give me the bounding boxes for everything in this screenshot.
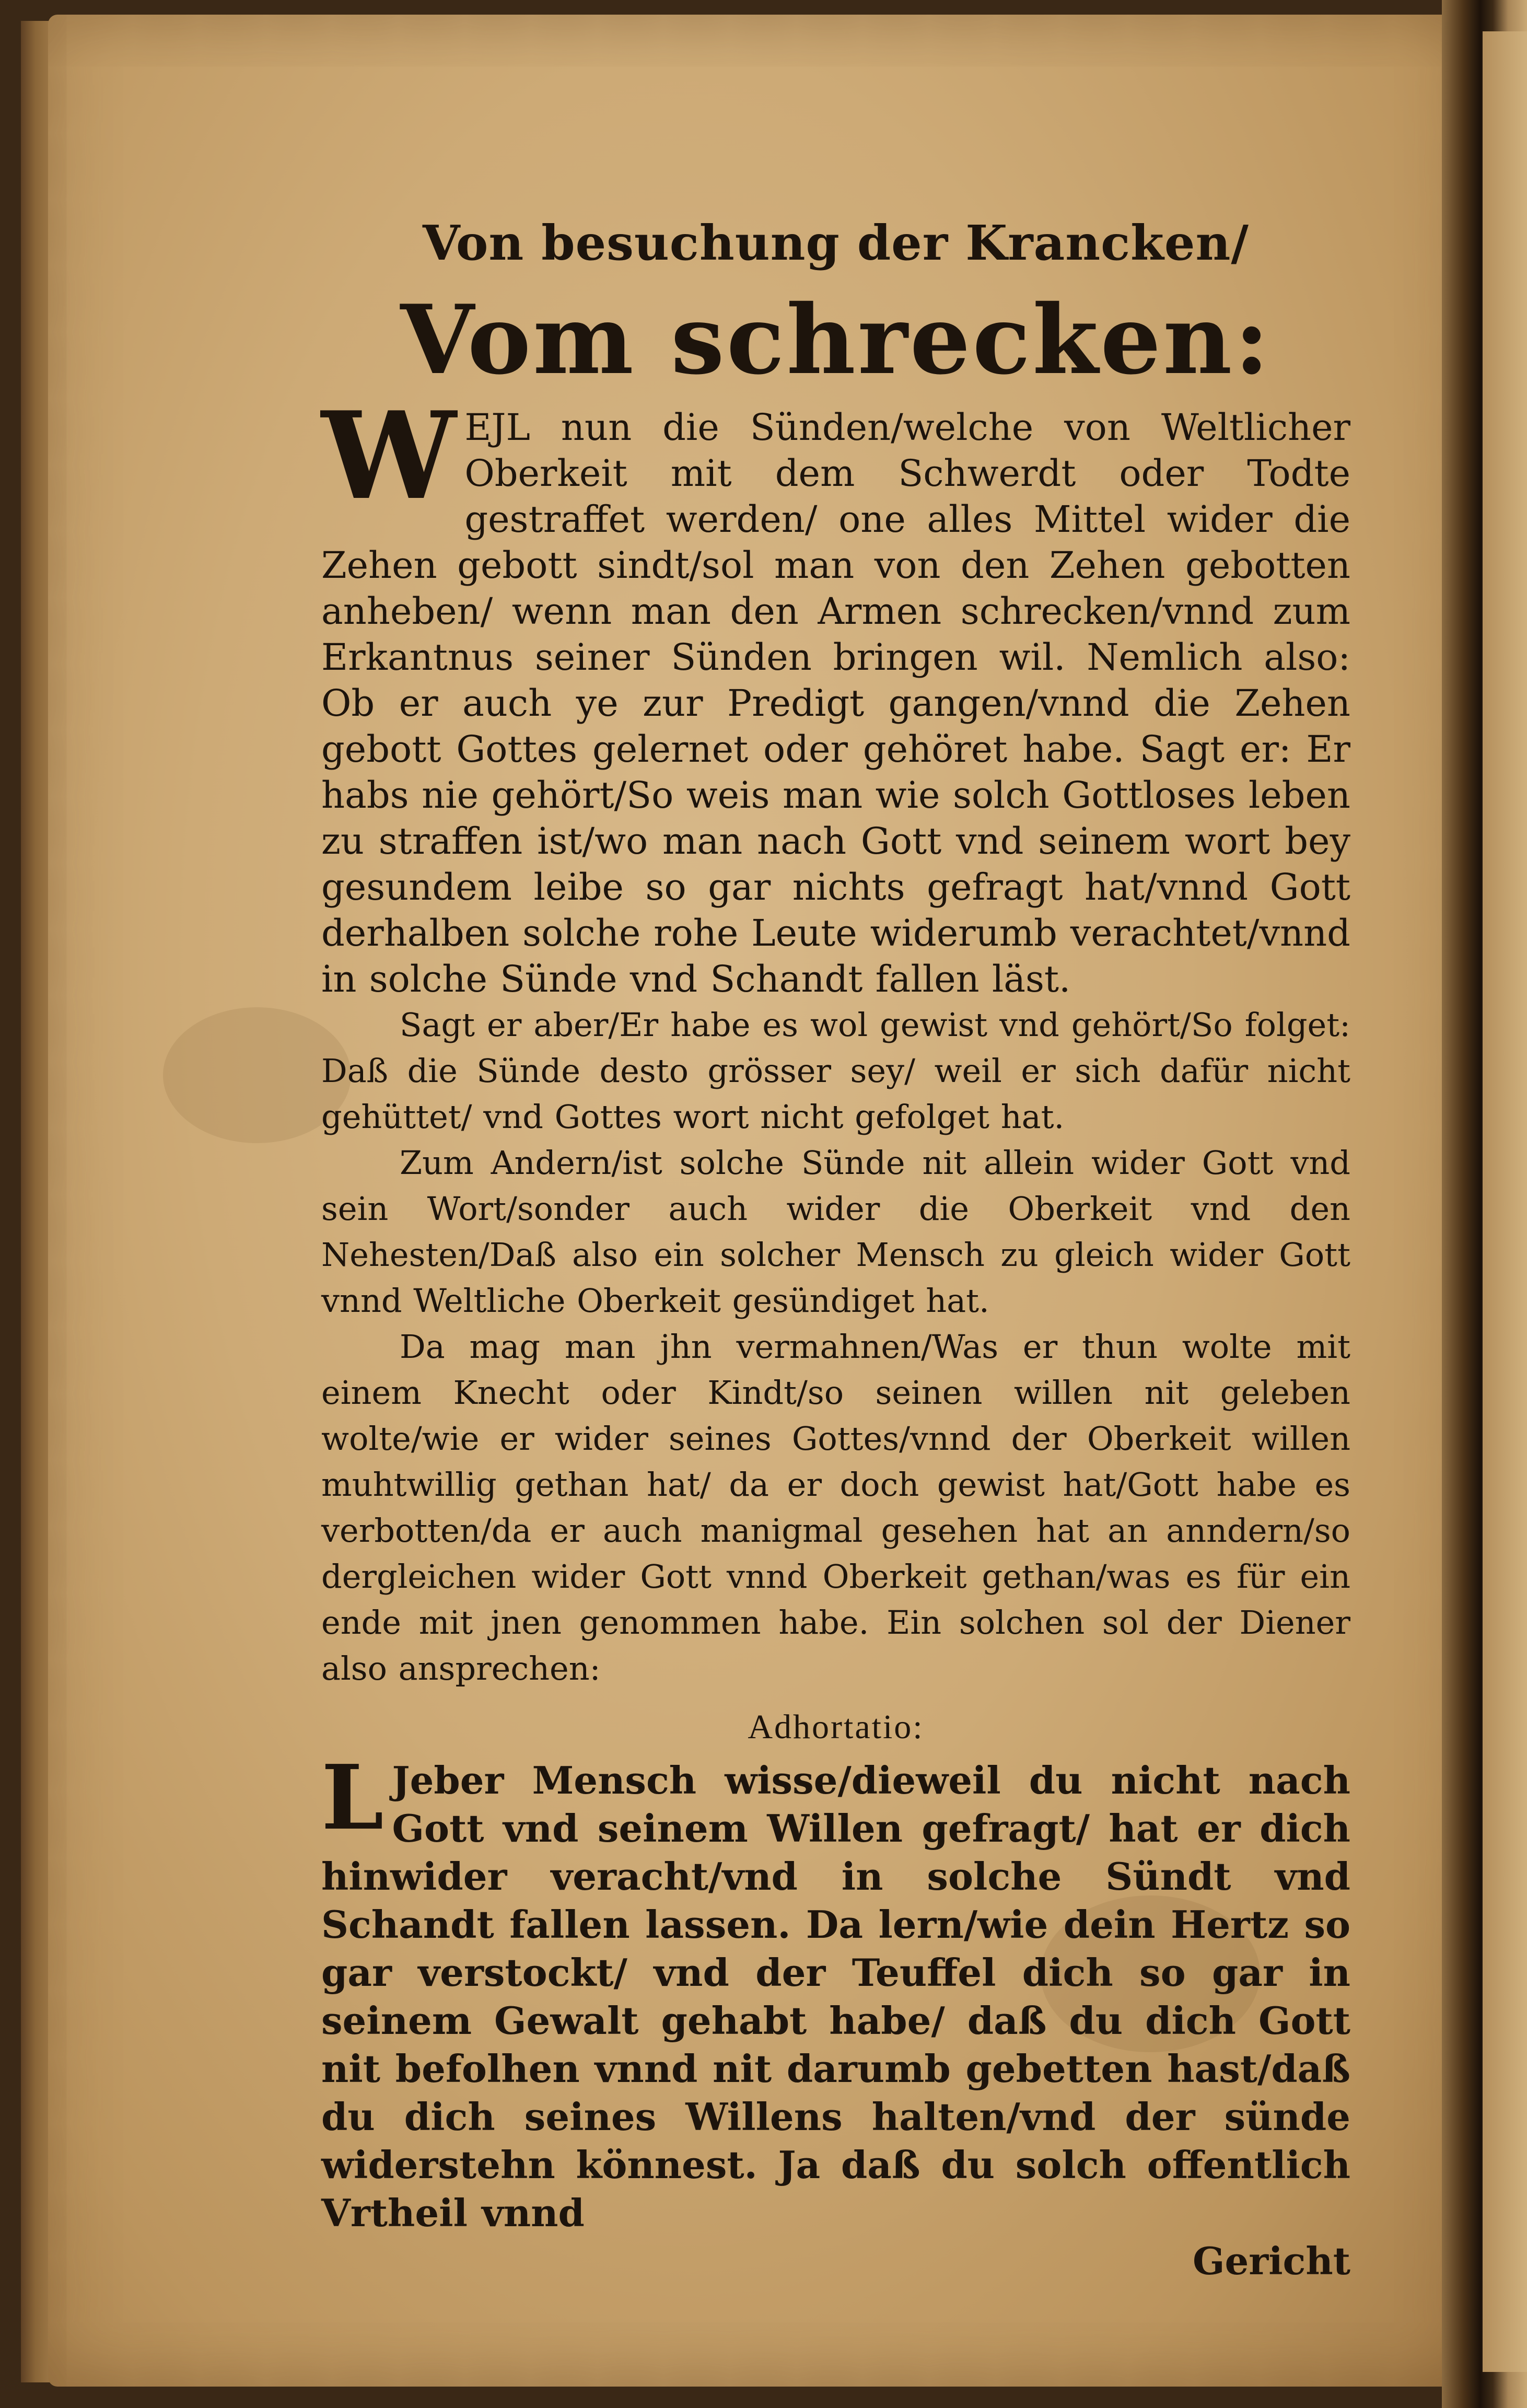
catchword: Gericht (1192, 2239, 1350, 2283)
page-text (321, 209, 1350, 2285)
facing-page-edge (1483, 31, 1527, 2372)
drop-capital: W (321, 386, 457, 527)
paragraph-1-text: EJL nun die Sünden/welche von Weltlicher Oberkeit mit dem Schwerdt oder Todte gestraffet werden/ one alles Mittel wider die Zehen gebott sindt/sol man von den Zehen gebotten anheben/ wenn man den Armen schrecken/vnnd zum Erkantnus seiner Sünden bringen wil. Nemlich also: Ob er auch ye zur Predigt gangen/vnnd die Zehen gebott Gottes gelernet oder gehöret habe. Sagt er: Er habs nie gehört/So weis man wie solch Gottloses leben zu straffen ist/wo man nach Gott vnd seinem wort bey gesundem leibe so gar nichts gefragt hat/vnnd Gott derhalben solche rohe Leute widerumb verachtet/vnnd in solche Sünde vnd Schandt fallen läst. (321, 406, 1350, 1001)
running-head: Von besuchung der Krancken/ (423, 215, 1249, 271)
drop-capital: L (321, 1746, 384, 1850)
paragraph-1 (321, 386, 1350, 1002)
adhortatio-paragraph (321, 1746, 1350, 2237)
chapter-title: Vom schrecken: (400, 284, 1272, 395)
adhortatio-heading: Adhortatio: (748, 1708, 924, 1746)
adhortatio-text: Jeber Mensch wisse/dieweil du nicht nach Gott vnd seinem Willen gefragt/ hat er dich hinwider veracht/vnd in solche Sündt vnd Schandt fallen lassen. Da lern/wie dein Hertz so gar verstockt/ vnd der Teuffel dich so gar in seinem Gewalt gehabt habe/ daß du dich Gott nit befolhen vnnd nit darumb gebetten hast/daß du dich seines Willens halten/vnd der sünde widerstehn könnest. Ja daß du solch offentlich Vrtheil vnnd (321, 1758, 1350, 2235)
paragraph-3: Zum Andern/ist solche Sünde nit allein wider Gott vnd sein Wort/sonder auch wider die Oberkeit vnd den Nehesten/Daß also ein solcher Mensch zu gleich wider Gott vnnd Weltliche Oberkeit gesündiget hat. (321, 1144, 1350, 1320)
paragraph-2: Sagt er aber/Er habe es wol gewist vnd gehört/So folget: Daß die Sünde desto grösser sey/ weil er sich dafür nicht gehüttet/ vnd Gottes wort nicht gefolget hat. (321, 1006, 1350, 1136)
paragraph-4: Da mag man jhn vermahnen/Was er thun wolte mit einem Knecht oder Kindt/so seinen willen nit geleben wolte/wie er wider seines Gottes/vnnd der Oberkeit willen muhtwillig gethan hat/ da er doch gewist hat/Gott habe es verbotten/da er auch manigmal gesehen hat an anndern/so dergleichen wider Gott vnnd Oberkeit gethan/was es für ein ende mit jnen genommen habe. Ein solchen sol der Diener also ansprechen: (321, 1328, 1350, 1688)
